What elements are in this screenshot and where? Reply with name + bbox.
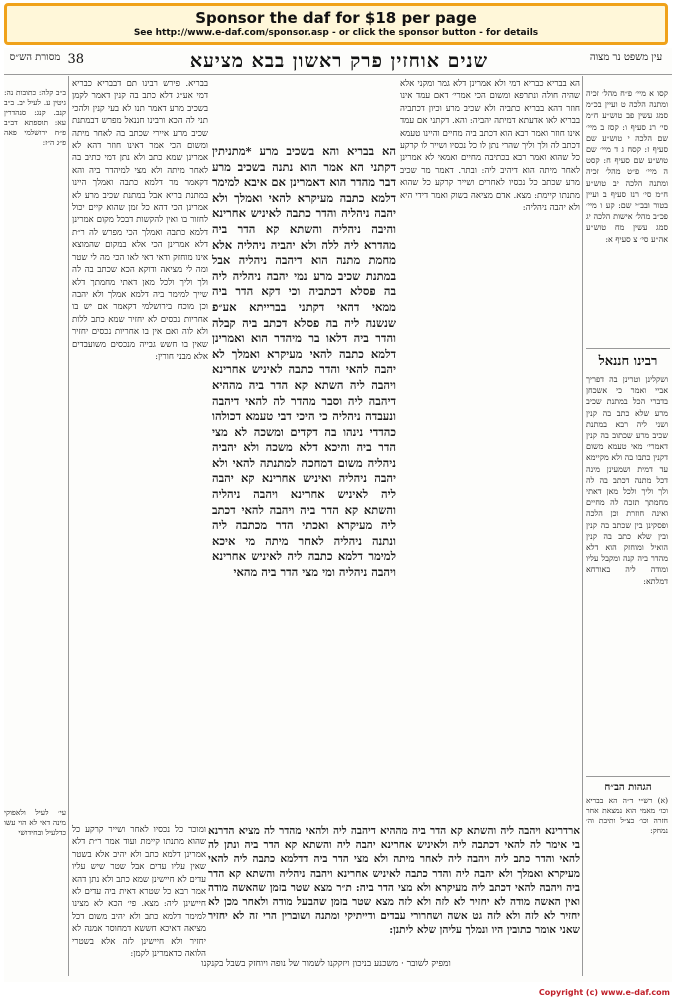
masores-hashas-title: מסורת הש״ס (9, 52, 61, 63)
hagahos-text: (א) רש״י ד״ה הא בבריא וכו׳ מאמי הוא נמצאת אחר חזרה וכו׳ כצ״ל ותיבת וה׳ נמחק: (586, 796, 668, 835)
gemara-bottom: ארדרינא ויהבה ליה והשתא קא הדר ביה מההיא דיהבה ליה ולהאי מהדר לה מציא הדרנא בי אימר לה להאי דכתבה ליה ולאיניש אחרינא יהבה ליה והשתא קא הדר ביה ונתן לה להאי והדר כתב ליה ויהבה ליה לאחר מיתה ולא מצי הדר ביה דדלמא כתבה ליה להאי מעיקרא ואמלך ולא יהבה ליה והדר כתבה לאיניש אחרינא ויהבה ניהליה והשתא קא הדר ביה ויהבה להאי דכתב ליה מעיקרא ולא מצי הדר ביה: ת״ר מצא שטר בזמן שהאשה מודה ואין האשה מודה לא יחזיר לא לזה ולא לזה מצא שטר בזמן שהבעל מודה ולאחר מכן לא יחזיר לא לזה ולא לזה גט אשה ושחרורי עבדים ודייתיקי ומתנה ושוברין הרי זה לא יחזיר שאני אומר כתובין היו ונמלך עליהן שלא ליתנן: (208, 825, 580, 937)
rabbeinu-chananel-text: ושקלינן וטרינן בה דפריך אביי ואמר כי אשכחן בדברי הכל במתנת שכיב מרע שלא כתב בה קנין ושני ליה רבא במתנת שכיב מרע שכתוב בה קנין דאמרי׳ מאי טעמא משום דקנין כתבו בה ולא מקיימא עד דמית ושמעינן מינה דכל מתנה דכתב בה לה ולך וליך ולכל מאן דאתי מחמתך תזכה לה מחיים ואינה חוזרת וכן הלכה ופסקינן בין שכתב בה קנין ובין שלא כתב בה קנין הואיל ומוחזק הוא דלא מהדר ביה קנה ומקבל עליו ומודה ליה באורחא דמלתא: (586, 375, 668, 586)
margin-note: עי׳ לעיל ולאפוקי מינה דאי לא הוי עשו כדלעיל ובחידושי (4, 808, 66, 837)
talmud-page (4, 48, 672, 982)
gemara-column: הא בבריא והא בשכיב מרע *מתניתין דקתני הא אמר הוא נתנה בשכיב מרע דבר מהדר הוא דאמרינן אם איבא למימר דלמא כתבה מעיקרא להאי ואמלך ולא יהבה ניהליה והדר כתבה לאיניש אחרינא והיבה ניהליה והשתא קא הדר ביה מהדרא ליה ללה ולא יהביה ניהליה אלא מחמת מתנה הוא דיהבה ניהליה אבל במתנת שכיב מרע נמי יהבה ניהליה ליה בה פסלא דכתביה וכי דקא הדר ביה ממאי דהאי דקתני בברייתא אע״פ שנשנה ליה בה פסלא דכתב ביה קבלה והדר ביה דלאו בר מיהדר הוא ואמרינן דלמא כתבה להאי מעיקרא ואמלך לא יהבה להאי והדר כתבה לאיניש אחרינא ויהבה ליה השתא קא הדר ביה מההיא דיהבה ליה וסבר מהדר לה להאי דיהבה ונעבדה ניהליה כי היכי דבי טעמא דכולהו כהדדי נינהו בה דקדים ומשכה לא מצי הדר ביה והיכא דלא משכה ולא יהביה ניהליה משום דמחכה למתנתה להאי ולא יהבה ניהליה ואיניש אחרינא קא יהבה ליה לאיניש אחרינא ויהבה ניהליה והשתא קא הדר ביה ויהבה להאי דכתב ליה מעיקרא ואכתי הדר מכתבה ליה ונתנה ניהליה לאחר מיתה מי איכא למימר דלמא כתבה ליה לאיניש אחרינא ויהבה ניהליה ומי מצי הדר ביה מהאי (212, 144, 396, 580)
tosafos-column: בבריא. פירש רבינו תם דבבריא כבריא דמי אע״ג דלא כתב בה קנין דאמר לקמן בשכיב מרע דאמר תנו לא בעי קנין ולהכי תני לה הכא ורבינו חננאל מפרש דבמתנת שכיב מרע איירי שכתב בה לאחר מיתה ומשום הכי אמר דאינו חוזר דהא לא אמרינן שמא כתב ולא נתן דמי כתיב בה לאחר מיתה ולא מצי למיהדר ביה והא דקאמר מר דלמא כתבה ואמלך היינו במתנת בריא אבל במתנת שכיב מרע לא אמרינן הכי דהא כל זמן שהוא קיים יכול לחזור בו ואין להקשות דבכל מקום אמרינן דלמא כתבה ואמלך הכי מפרש לה ר״ת דלא אמרינן הכי אלא במקום שהמוצא אינו מוחזק ודאי דאי לאו הכי מה לי שטר ומה לי מציאה ודוקא הכא שכתב בה לה ולך וליך ולכל מאן דאתי מחמתך דלא שייך למימר ביה דלמא אמלך ולא יהבה וכן מוכח בירושלמי דקאמר אם יש בו אחריות נכסים לא יחזיר שמא כתב ללות ולא לוה ואם אין בו אחריות נכסים יחזיר שאין בו חשש גבייה מנכסים משועבדים אלא מבני חורין: (72, 79, 208, 362)
tosafos-bottom: ומוכר כל נכסיו לאחר ושייר קרקע כל שהוא מתנתו קיימת ועוד אמר ר״ת דלא אמרינן דלמא כתב ולא יהיב אלא בשטר שאין עליו עדים אבל שטר שיש עליו עדים לא חיישינן שמא כתב ולא נתן דהא אמר רבא כל שטרא דאית ביה עדים לא חיישינן ליה: מצא. פי׳ הכא לא מצינו למימר דלמא כתב ולא יהיב משום דכל מציאה דאיכא חששא דמחוסר אמנה לא יחזיר ולא חיישינן לזה אלא בשטרי הלואה כדאמרינן לקמן: (72, 825, 206, 960)
running-title: שנים אוחזין פרק ראשון בבא מציעא (189, 50, 489, 72)
left-margin-rule (68, 76, 69, 976)
header-rule (4, 74, 672, 75)
masores-hashas-text: ב״ב קלה: כתובות נה: גיטין ע. לעיל יב. ב״ב קנב. קנג: סנהדרין עא: תוספתא דב״ב פ״ח ירושלמי פאה פ״ג ה״ז: (4, 88, 66, 147)
rule-hagahos (586, 776, 670, 777)
sponsor-title: Sponsor the daf for $18 per page (195, 9, 477, 27)
rule-ein-mishpat (586, 348, 670, 349)
ein-mishpat-title: עין משפט נר מצוה (589, 52, 663, 63)
hagahos-title: הגהות הב״ח (604, 782, 652, 793)
ein-mishpat-text: קסו א מיי׳ פ״ח מהל׳ זכיה ומתנה הלכה ט ועיין בכ״מ סמג עשין פב טוש״ע ח״מ סי׳ רנ סעיף ו: קסז ב מיי׳ שם הלכה י טוש״ע שם סעיף ז: קסח ג ד מיי׳ שם טוש״ע שם סעיף ח: קסט ה מיי׳ פ״ט מהל׳ זכיה ומתנה הלכה יב טוש״ע ח״מ סי׳ רנז סעיף ב ועיין בטור ובב״י שם: קע ו מיי׳ פכ״ב מהל׳ אישות הלכה יג סמג עשין מח טוש״ע אה״ע סי׳ צ סעיף א: (586, 89, 668, 244)
page-number: 38 (67, 52, 84, 67)
rabbeinu-chananel-title: רבינו חננאל (598, 354, 658, 369)
right-margin-rule (582, 76, 583, 976)
sponsor-banner[interactable] (4, 3, 668, 45)
bottom-line: ומפיק לשובר · משכנע בניכון ויזקקנו לשמור של נופה ויוחזק בשבל בקנקנו (201, 959, 451, 969)
rashi-column: הא בבריא כבריא דמי ולא אמרינן דלא גמר ומקני אלא שהיה חולה ונתרפא ומשום הכי אמרי׳ דאם עמד אינו חוזר דהא בבריא כתביה ולא שכיב מרע וכיון דכתביה בבריא לאו אדעתא דמיתה יהביה: והא. דקתני אם עמד אינו חוזר ואמר רבא הוא דכתב ביה מחיים והיינו טעמא דכתב לה ולך וליך שהרי נתן לו כל נכסיו ושייר לו קרקע כל שהוא ואמר רבא בכתיבה מחיים ואמאי לא אמרינן לאחר מיתה הוא דיהיב ליה: ובתר. דאמר מר שכיב מרע שכתב כל נכסיו לאחרים ושייר קרקע כל שהוא מתנתו קיימת: מצא. אדם מציאה בשוק ואמר דידי היא ולא יהבה ניהליה: (400, 79, 580, 214)
sponsor-subtitle: See http://www.e-daf.com/sponsor.asp - or click the sponsor button - for details (133, 28, 539, 38)
copyright-link[interactable]: Copyright (c) www.e-daf.com (538, 988, 670, 997)
